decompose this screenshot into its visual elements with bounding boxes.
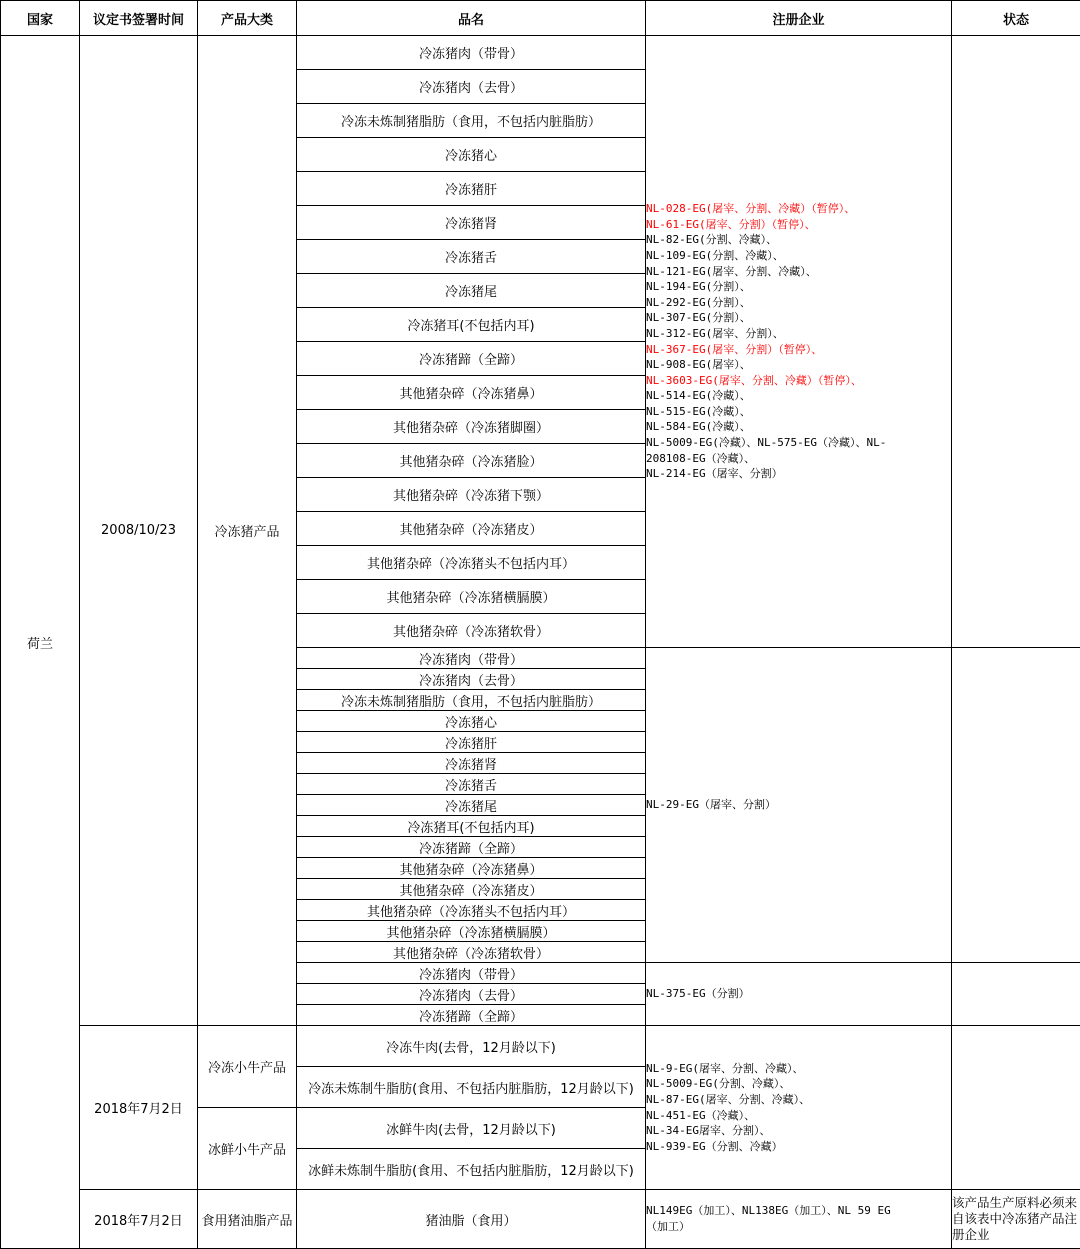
- firm-line: NL-214-EG（屠宰、分割）: [646, 466, 951, 482]
- firm-line: NL-939-EG（分割、冷藏）: [646, 1139, 951, 1155]
- header-product: 品名: [297, 1, 646, 36]
- firm-line: NL-514-EG(冷藏）、: [646, 388, 951, 404]
- header-row: [1, 1, 1080, 36]
- table-row: [1, 1190, 1080, 1249]
- status-cell: [952, 36, 1080, 648]
- product-cell: 冷冻猪蹄（全蹄）: [297, 1005, 646, 1026]
- product-cell: 冷冻猪肉（去骨）: [297, 984, 646, 1005]
- header-firm: 注册企业: [646, 1, 952, 36]
- product-cell: 冷冻未炼制牛脂肪(食用、不包括内脏脂肪，12月龄以下): [297, 1067, 646, 1108]
- firm-line: NL-109-EG(分割、冷藏）、: [646, 248, 951, 264]
- category-cell: 冷冻猪产品: [198, 36, 297, 1026]
- firm-line: NL-61-EG(屠宰、分割）（暂停）、: [646, 217, 951, 233]
- product-cell: 其他猪杂碎（冷冻猪鼻）: [297, 858, 646, 879]
- product-cell: 冷冻猪肾: [297, 206, 646, 240]
- table-row: [1, 1026, 1080, 1067]
- product-cell: 冷冻猪肝: [297, 732, 646, 753]
- status-cell: [952, 648, 1080, 963]
- firm-line: NL-82-EG(分割、冷藏）、: [646, 232, 951, 248]
- product-cell: 其他猪杂碎（冷冻猪皮）: [297, 879, 646, 900]
- product-cell: 其他猪杂碎（冷冻猪皮）: [297, 512, 646, 546]
- status-cell: 该产品生产原料必须来自该表中冷冻猪产品注册企业: [952, 1190, 1080, 1249]
- firm-line: NL-367-EG(屠宰、分割）（暂停）、: [646, 342, 951, 358]
- product-cell: 其他猪杂碎（冷冻猪横膈膜）: [297, 921, 646, 942]
- firm-line: NL-307-EG(分割）、: [646, 310, 951, 326]
- product-cell: 其他猪杂碎（冷冻猪横膈膜）: [297, 580, 646, 614]
- category-cell: 冰鲜小牛产品: [198, 1108, 297, 1190]
- product-cell: 冷冻猪心: [297, 711, 646, 732]
- category-cell: 食用猪油脂产品: [198, 1190, 297, 1249]
- product-cell: 冷冻猪耳(不包括内耳): [297, 308, 646, 342]
- product-cell: 其他猪杂碎（冷冻猪软骨）: [297, 614, 646, 648]
- product-cell: 其他猪杂碎（冷冻猪软骨）: [297, 942, 646, 963]
- header-country: 国家: [1, 1, 80, 36]
- country-cell: 荷兰: [1, 36, 80, 1249]
- firm-line: NL-451-EG（冷藏）、: [646, 1108, 951, 1124]
- firm-line: NL-194-EG(分割）、: [646, 279, 951, 295]
- product-cell: 冷冻猪肾: [297, 753, 646, 774]
- firm-line: NL-3603-EG(屠宰、分割、冷藏）（暂停）、: [646, 373, 951, 389]
- product-cell: 冷冻猪舌: [297, 240, 646, 274]
- product-cell: 冷冻猪肝: [297, 172, 646, 206]
- firm-cell: [646, 36, 952, 648]
- header-category: 产品大类: [198, 1, 297, 36]
- product-cell: 冷冻牛肉(去骨，12月龄以下): [297, 1026, 646, 1067]
- category-cell: 冷冻小牛产品: [198, 1026, 297, 1108]
- firm-cell: [646, 1190, 952, 1249]
- firm-line: 208108-EG（冷藏）、: [646, 451, 951, 467]
- firm-line: NL-87-EG(屠宰、分割、冷藏）、: [646, 1092, 951, 1108]
- product-cell: 冷冻未炼制猪脂肪（食用，不包括内脏脂肪）: [297, 104, 646, 138]
- date-cell: 2018年7月2日: [80, 1190, 198, 1249]
- product-cell: 冷冻猪肉（带骨）: [297, 36, 646, 70]
- firm-line: NL-5009-EG(分割、冷藏）、: [646, 1076, 951, 1092]
- product-cell: 猪油脂（食用）: [297, 1190, 646, 1249]
- header-date: 议定书签署时间: [80, 1, 198, 36]
- product-cell: 冷冻猪肉（带骨）: [297, 648, 646, 669]
- firm-line: NL-908-EG(屠宰）、: [646, 357, 951, 373]
- product-cell: 冷冻猪蹄（全蹄）: [297, 342, 646, 376]
- product-cell: 冷冻猪肉（带骨）: [297, 963, 646, 984]
- product-cell: 冷冻猪尾: [297, 274, 646, 308]
- product-cell: 其他猪杂碎（冷冻猪头不包括内耳）: [297, 546, 646, 580]
- status-cell: [952, 963, 1080, 1026]
- product-cell: 冷冻猪蹄（全蹄）: [297, 837, 646, 858]
- product-cell: 冰鲜未炼制牛脂肪(食用、不包括内脏脂肪，12月龄以下): [297, 1149, 646, 1190]
- firm-line: NL-9-EG(屠宰、分割、冷藏）、: [646, 1061, 951, 1077]
- firm-line: NL-028-EG(屠宰、分割、冷藏）（暂停）、: [646, 201, 951, 217]
- product-cell: 其他猪杂碎（冷冻猪头不包括内耳）: [297, 900, 646, 921]
- firm-cell: NL-375-EG（分割）: [646, 963, 952, 1026]
- firm-line: NL-34-EG屠宰、分割）、: [646, 1123, 951, 1139]
- firm-line: NL-584-EG(冷藏）、: [646, 419, 951, 435]
- product-cell: 冷冻猪心: [297, 138, 646, 172]
- product-cell: 冷冻猪尾: [297, 795, 646, 816]
- date-cell: 2018年7月2日: [80, 1026, 198, 1190]
- product-cell: 冷冻猪耳(不包括内耳): [297, 816, 646, 837]
- header-status: 状态: [952, 1, 1080, 36]
- firm-cell: NL-29-EG（屠宰、分割）: [646, 648, 952, 963]
- firm-line: NL-292-EG(分割）、: [646, 295, 951, 311]
- product-cell: 其他猪杂碎（冷冻猪脸）: [297, 444, 646, 478]
- product-cell: 其他猪杂碎（冷冻猪下颚）: [297, 478, 646, 512]
- firm-line: NL-312-EG(屠宰、分割）、: [646, 326, 951, 342]
- product-cell: 冷冻猪舌: [297, 774, 646, 795]
- status-cell: [952, 1026, 1080, 1190]
- product-cell: 冷冻猪肉（去骨）: [297, 669, 646, 690]
- product-cell: 其他猪杂碎（冷冻猪鼻）: [297, 376, 646, 410]
- firm-line: （加工）: [646, 1219, 951, 1235]
- table-row: [1, 36, 1080, 70]
- firm-line: NL-121-EG(屠宰、分割、冷藏）、: [646, 264, 951, 280]
- firm-line: NL-5009-EG(冷藏）、NL-575-EG（冷藏）、NL-: [646, 435, 951, 451]
- product-cell: 冰鲜牛肉(去骨，12月龄以下): [297, 1108, 646, 1149]
- product-cell: 冷冻猪肉（去骨）: [297, 70, 646, 104]
- product-cell: 其他猪杂碎（冷冻猪脚圈）: [297, 410, 646, 444]
- firm-cell: [646, 1026, 952, 1190]
- date-cell: 2008/10/23: [80, 36, 198, 1026]
- product-cell: 冷冻未炼制猪脂肪（食用，不包括内脏脂肪）: [297, 690, 646, 711]
- firm-line: NL149EG（加工）、NL138EG（加工）、NL 59 EG: [646, 1203, 951, 1219]
- firm-line: NL-515-EG(冷藏）、: [646, 404, 951, 420]
